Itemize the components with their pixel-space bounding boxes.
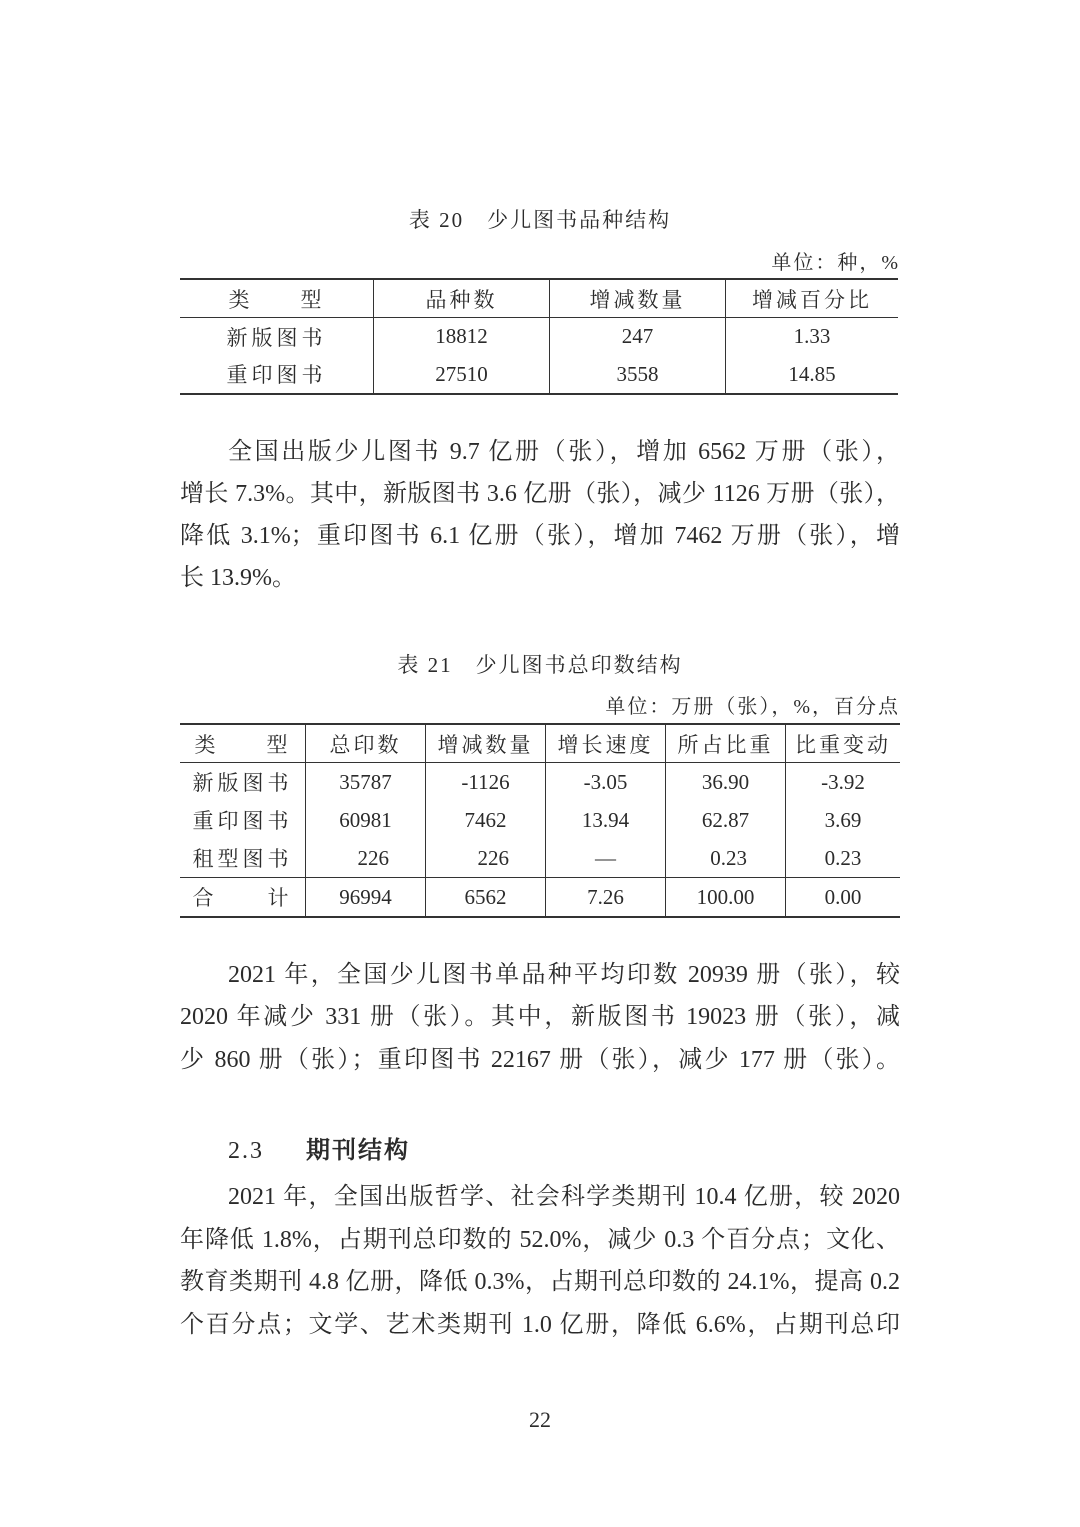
paragraph-line: 2020 年减少 331 册（张）。其中，新版图书 19023 册（张），减 [180,1004,900,1030]
paragraph-line: 教育类期刊 4.8 亿册，降低 0.3%，占期刊总印数的 24.1%，提高 0.2 [180,1269,900,1295]
table-cell: 35787 [306,763,426,802]
column-header: 比重变动 [786,724,901,763]
table-21 [180,723,900,918]
paragraph-line: 少 860 册（张）；重印图书 22167 册（张），减少 177 册（张）。 [180,1047,900,1073]
column-header: 所占比重 [666,724,786,763]
paragraph-line: 降低 3.1%；重印图书 6.1 亿册（张），增加 7462 万册（张），增 [180,523,900,549]
table-cell: 18812 [374,318,550,356]
section-heading [228,1130,410,1165]
table-row [180,763,900,802]
table-cell: 226 [426,839,546,878]
paragraph-line: 全国出版少儿图书 9.7 亿册（张），增加 6562 万册（张）， [228,439,900,465]
table-cell: 0.23 [786,839,901,878]
table-cell: 36.90 [666,763,786,802]
table-cell: 226 [306,839,426,878]
table-cell: 3.69 [786,801,901,839]
section-title: 期刊结构 [306,1138,410,1164]
table-row [180,356,898,394]
table-cell: -1126 [426,763,546,802]
column-header: 品种数 [374,279,550,318]
column-header: 增长速度 [546,724,666,763]
table-20-unit: 单位：种，% [771,252,900,274]
paragraph-line: 2021 年，全国出版哲学、社会科学类期刊 10.4 亿册，较 2020 [228,1184,900,1210]
table-cell: -3.05 [546,763,666,802]
column-header: 类 型 [180,724,306,763]
column-header: 增减数量 [550,279,726,318]
table-cell: 7.26 [546,878,666,918]
table-cell: — [546,839,666,878]
column-header: 类 型 [180,279,374,318]
table-cell: 租型图书 [192,847,293,871]
table-cell: 100.00 [666,878,786,918]
table-cell: 60981 [306,801,426,839]
table-cell: 重印图书 [226,363,327,387]
table-cell: 7462 [426,801,546,839]
table-21-caption: 表 21 少儿图书总印数结构 [397,653,683,677]
table-cell: 96994 [306,878,426,918]
paragraph-line: 增长 7.3%。其中，新版图书 3.6 亿册（张），减少 1126 万册（张）， [180,481,900,507]
page-number: 22 [529,1407,551,1432]
table-row [180,801,900,839]
column-header: 增减百分比 [726,279,899,318]
table-total-row [180,878,900,918]
table-cell: 3558 [550,356,726,394]
table-21-unit: 单位：万册（张），%，百分点 [605,696,900,718]
table-20 [180,278,898,395]
paragraph-line: 个百分点；文学、艺术类期刊 1.0 亿册，降低 6.6%，占期刊总印 [180,1312,900,1338]
paragraph-line: 年降低 1.8%，占期刊总印数的 52.0%，减少 0.3 个百分点；文化、 [180,1227,900,1253]
table-cell: 重印图书 [192,809,293,833]
paragraph-line: 2021 年，全国少儿图书单品种平均印数 20939 册（张），较 [228,962,900,988]
column-header: 总印数 [306,724,426,763]
table-cell: 1.33 [726,318,899,356]
table-cell: 合 计 [180,878,306,918]
table-cell: 0.00 [786,878,901,918]
table-cell: 0.23 [666,839,786,878]
table-cell: 14.85 [726,356,899,394]
table-cell: 新版图书 [226,325,327,350]
paragraph-line: 长 13.9%。 [180,565,296,591]
table-header-row [180,724,900,763]
table-cell: 13.94 [546,801,666,839]
table-cell: 27510 [374,356,550,394]
table-cell: -3.92 [786,763,901,802]
table-20-caption: 表 20 少儿图书品种结构 [408,208,672,232]
table-cell: 6562 [426,878,546,918]
table-cell: 247 [550,318,726,356]
table-row [180,839,900,878]
table-row [180,318,898,356]
table-cell: 62.87 [666,801,786,839]
column-header: 增减数量 [426,724,546,763]
table-header-row [180,279,898,318]
table-cell: 新版图书 [192,771,293,795]
section-number: 2.3 [228,1138,264,1164]
